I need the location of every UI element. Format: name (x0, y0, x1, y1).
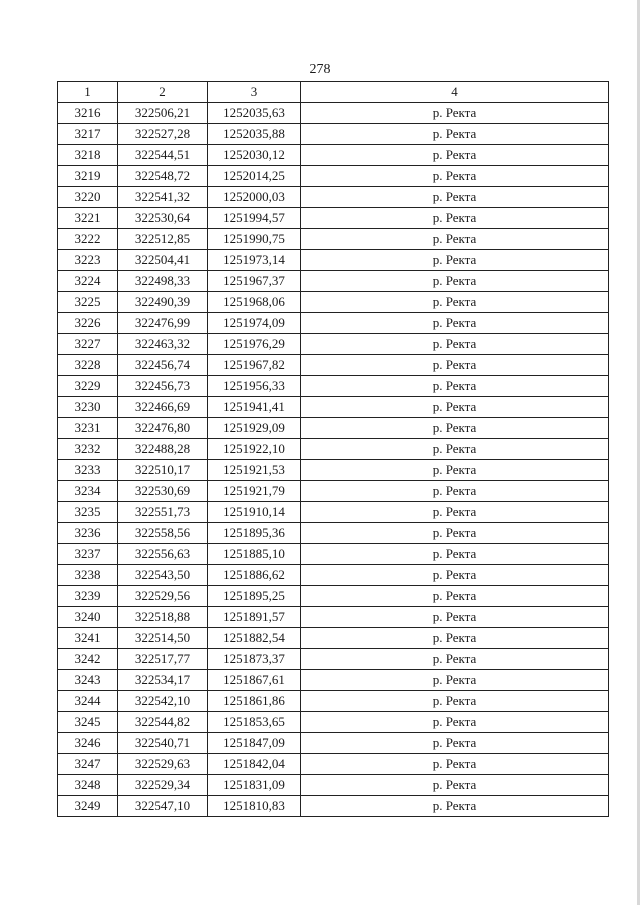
cell-location-name: р. Ректа (301, 376, 609, 397)
cell-location-name: р. Ректа (301, 208, 609, 229)
cell-point-number: 3233 (58, 460, 118, 481)
cell-y-coordinate: 1251967,82 (208, 355, 301, 376)
table-row (58, 649, 609, 670)
table-row (58, 565, 609, 586)
cell-x-coordinate: 322488,28 (118, 439, 208, 460)
cell-x-coordinate: 322463,32 (118, 334, 208, 355)
cell-location-name: р. Ректа (301, 649, 609, 670)
cell-point-number: 3234 (58, 481, 118, 502)
table-row (58, 691, 609, 712)
cell-point-number: 3245 (58, 712, 118, 733)
cell-point-number: 3249 (58, 796, 118, 817)
cell-location-name: р. Ректа (301, 712, 609, 733)
cell-x-coordinate: 322556,63 (118, 544, 208, 565)
cell-y-coordinate: 1251842,04 (208, 754, 301, 775)
table-row (58, 775, 609, 796)
cell-y-coordinate: 1251956,33 (208, 376, 301, 397)
cell-location-name: р. Ректа (301, 334, 609, 355)
cell-y-coordinate: 1252035,63 (208, 103, 301, 124)
cell-point-number: 3231 (58, 418, 118, 439)
cell-y-coordinate: 1251810,83 (208, 796, 301, 817)
cell-y-coordinate: 1251861,86 (208, 691, 301, 712)
cell-x-coordinate: 322544,82 (118, 712, 208, 733)
table-row (58, 271, 609, 292)
table-row (58, 355, 609, 376)
cell-location-name: р. Ректа (301, 355, 609, 376)
cell-x-coordinate: 322506,21 (118, 103, 208, 124)
table-row (58, 250, 609, 271)
cell-location-name: р. Ректа (301, 145, 609, 166)
cell-x-coordinate: 322456,74 (118, 355, 208, 376)
cell-point-number: 3240 (58, 607, 118, 628)
cell-y-coordinate: 1251990,75 (208, 229, 301, 250)
table-row (58, 124, 609, 145)
cell-location-name: р. Ректа (301, 544, 609, 565)
cell-y-coordinate: 1251867,61 (208, 670, 301, 691)
cell-point-number: 3216 (58, 103, 118, 124)
cell-point-number: 3242 (58, 649, 118, 670)
cell-x-coordinate: 322541,32 (118, 187, 208, 208)
cell-location-name: р. Ректа (301, 292, 609, 313)
cell-x-coordinate: 322510,17 (118, 460, 208, 481)
cell-point-number: 3243 (58, 670, 118, 691)
cell-point-number: 3247 (58, 754, 118, 775)
cell-x-coordinate: 322512,85 (118, 229, 208, 250)
cell-point-number: 3244 (58, 691, 118, 712)
cell-location-name: р. Ректа (301, 271, 609, 292)
header-row (58, 82, 609, 103)
cell-point-number: 3227 (58, 334, 118, 355)
table-row (58, 229, 609, 250)
cell-point-number: 3248 (58, 775, 118, 796)
cell-point-number: 3225 (58, 292, 118, 313)
cell-x-coordinate: 322514,50 (118, 628, 208, 649)
cell-point-number: 3220 (58, 187, 118, 208)
table-row (58, 733, 609, 754)
cell-point-number: 3228 (58, 355, 118, 376)
table-row (58, 607, 609, 628)
cell-x-coordinate: 322548,72 (118, 166, 208, 187)
cell-y-coordinate: 1251921,53 (208, 460, 301, 481)
cell-location-name: р. Ректа (301, 733, 609, 754)
table-row (58, 166, 609, 187)
cell-point-number: 3229 (58, 376, 118, 397)
cell-x-coordinate: 322542,10 (118, 691, 208, 712)
cell-location-name: р. Ректа (301, 523, 609, 544)
cell-point-number: 3222 (58, 229, 118, 250)
cell-location-name: р. Ректа (301, 124, 609, 145)
cell-x-coordinate: 322498,33 (118, 271, 208, 292)
cell-y-coordinate: 1252035,88 (208, 124, 301, 145)
cell-location-name: р. Ректа (301, 187, 609, 208)
cell-point-number: 3223 (58, 250, 118, 271)
cell-point-number: 3221 (58, 208, 118, 229)
cell-location-name: р. Ректа (301, 775, 609, 796)
header-col-1: 1 (58, 82, 118, 103)
table-row (58, 670, 609, 691)
table-row (58, 145, 609, 166)
cell-x-coordinate: 322540,71 (118, 733, 208, 754)
cell-y-coordinate: 1251976,29 (208, 334, 301, 355)
cell-y-coordinate: 1251974,09 (208, 313, 301, 334)
table-row (58, 187, 609, 208)
cell-x-coordinate: 322534,17 (118, 670, 208, 691)
cell-y-coordinate: 1252014,25 (208, 166, 301, 187)
cell-y-coordinate: 1251929,09 (208, 418, 301, 439)
cell-y-coordinate: 1251910,14 (208, 502, 301, 523)
cell-location-name: р. Ректа (301, 565, 609, 586)
cell-y-coordinate: 1251831,09 (208, 775, 301, 796)
cell-location-name: р. Ректа (301, 586, 609, 607)
cell-y-coordinate: 1251895,25 (208, 586, 301, 607)
cell-y-coordinate: 1251886,62 (208, 565, 301, 586)
table-row (58, 292, 609, 313)
cell-location-name: р. Ректа (301, 439, 609, 460)
table-row (58, 544, 609, 565)
cell-point-number: 3230 (58, 397, 118, 418)
cell-y-coordinate: 1251994,57 (208, 208, 301, 229)
cell-x-coordinate: 322543,50 (118, 565, 208, 586)
table-row (58, 103, 609, 124)
cell-location-name: р. Ректа (301, 481, 609, 502)
cell-location-name: р. Ректа (301, 607, 609, 628)
cell-x-coordinate: 322476,99 (118, 313, 208, 334)
cell-point-number: 3224 (58, 271, 118, 292)
cell-location-name: р. Ректа (301, 796, 609, 817)
cell-point-number: 3232 (58, 439, 118, 460)
cell-x-coordinate: 322544,51 (118, 145, 208, 166)
cell-point-number: 3246 (58, 733, 118, 754)
cell-location-name: р. Ректа (301, 166, 609, 187)
cell-location-name: р. Ректа (301, 754, 609, 775)
cell-x-coordinate: 322558,56 (118, 523, 208, 544)
cell-point-number: 3226 (58, 313, 118, 334)
table-row (58, 334, 609, 355)
cell-point-number: 3235 (58, 502, 118, 523)
cell-x-coordinate: 322527,28 (118, 124, 208, 145)
cell-y-coordinate: 1251941,41 (208, 397, 301, 418)
cell-y-coordinate: 1251853,65 (208, 712, 301, 733)
table-row (58, 460, 609, 481)
cell-y-coordinate: 1252030,12 (208, 145, 301, 166)
cell-x-coordinate: 322518,88 (118, 607, 208, 628)
table-row (58, 418, 609, 439)
cell-point-number: 3219 (58, 166, 118, 187)
cell-y-coordinate: 1251873,37 (208, 649, 301, 670)
table-row (58, 313, 609, 334)
cell-point-number: 3239 (58, 586, 118, 607)
table-row (58, 754, 609, 775)
cell-point-number: 3238 (58, 565, 118, 586)
cell-y-coordinate: 1251922,10 (208, 439, 301, 460)
cell-y-coordinate: 1251891,57 (208, 607, 301, 628)
cell-y-coordinate: 1251885,10 (208, 544, 301, 565)
table-row (58, 397, 609, 418)
cell-location-name: р. Ректа (301, 628, 609, 649)
cell-location-name: р. Ректа (301, 313, 609, 334)
cell-location-name: р. Ректа (301, 103, 609, 124)
cell-point-number: 3236 (58, 523, 118, 544)
header-col-3: 3 (208, 82, 301, 103)
coordinates-table (57, 81, 609, 817)
table-row (58, 628, 609, 649)
cell-x-coordinate: 322529,56 (118, 586, 208, 607)
table-row (58, 481, 609, 502)
table-row (58, 712, 609, 733)
cell-y-coordinate: 1251882,54 (208, 628, 301, 649)
table-row (58, 796, 609, 817)
cell-location-name: р. Ректа (301, 670, 609, 691)
table-row (58, 586, 609, 607)
table-row (58, 208, 609, 229)
cell-x-coordinate: 322504,41 (118, 250, 208, 271)
table-row (58, 502, 609, 523)
cell-location-name: р. Ректа (301, 250, 609, 271)
cell-location-name: р. Ректа (301, 229, 609, 250)
cell-x-coordinate: 322530,69 (118, 481, 208, 502)
table-row (58, 523, 609, 544)
table-header (58, 82, 609, 103)
cell-location-name: р. Ректа (301, 418, 609, 439)
page-number: 278 (309, 62, 331, 77)
cell-location-name: р. Ректа (301, 397, 609, 418)
cell-point-number: 3218 (58, 145, 118, 166)
cell-x-coordinate: 322530,64 (118, 208, 208, 229)
cell-x-coordinate: 322517,77 (118, 649, 208, 670)
cell-x-coordinate: 322490,39 (118, 292, 208, 313)
cell-location-name: р. Ректа (301, 691, 609, 712)
cell-x-coordinate: 322456,73 (118, 376, 208, 397)
header-col-2: 2 (118, 82, 208, 103)
cell-y-coordinate: 1251847,09 (208, 733, 301, 754)
cell-x-coordinate: 322466,69 (118, 397, 208, 418)
header-col-4: 4 (301, 82, 609, 103)
cell-location-name: р. Ректа (301, 460, 609, 481)
cell-y-coordinate: 1251973,14 (208, 250, 301, 271)
cell-x-coordinate: 322551,73 (118, 502, 208, 523)
cell-point-number: 3217 (58, 124, 118, 145)
cell-x-coordinate: 322476,80 (118, 418, 208, 439)
cell-point-number: 3237 (58, 544, 118, 565)
cell-y-coordinate: 1251921,79 (208, 481, 301, 502)
cell-y-coordinate: 1252000,03 (208, 187, 301, 208)
cell-y-coordinate: 1251895,36 (208, 523, 301, 544)
table-body (58, 103, 609, 817)
cell-x-coordinate: 322529,34 (118, 775, 208, 796)
cell-x-coordinate: 322547,10 (118, 796, 208, 817)
cell-y-coordinate: 1251967,37 (208, 271, 301, 292)
table-row (58, 439, 609, 460)
table-row (58, 376, 609, 397)
cell-point-number: 3241 (58, 628, 118, 649)
cell-location-name: р. Ректа (301, 502, 609, 523)
cell-x-coordinate: 322529,63 (118, 754, 208, 775)
cell-y-coordinate: 1251968,06 (208, 292, 301, 313)
